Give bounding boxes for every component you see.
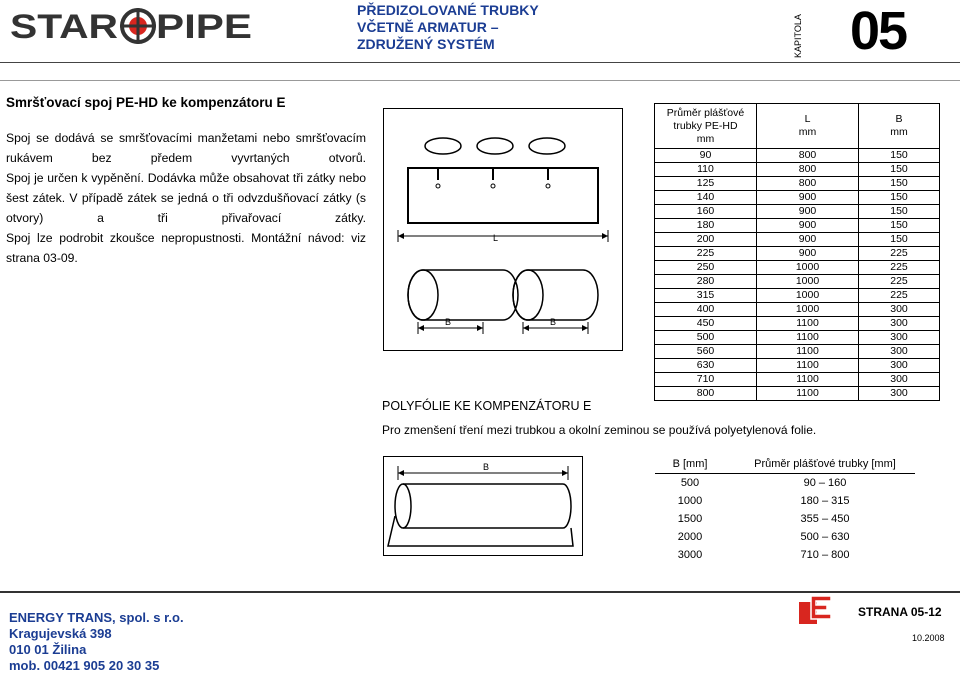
table-cell: 280 bbox=[655, 275, 757, 289]
table-cell: 1000 bbox=[757, 261, 859, 275]
footer-divider bbox=[0, 591, 960, 593]
table-cell: 300 bbox=[859, 359, 940, 373]
table-cell: 2000 bbox=[677, 531, 703, 543]
company-info bbox=[9, 610, 184, 674]
table-cell: 180 – 315 bbox=[800, 495, 850, 507]
table-row bbox=[655, 373, 940, 387]
column-header-line: trubky PE-HD bbox=[673, 119, 738, 132]
paragraph: Spoj je určen k vypěnění. Dodávka může obsahovat tři zátky nebo šest zátek. V případě zátek se jedná o tři odvzdušňovací zátky (s otvory) a tři přivařovací zátky. bbox=[6, 171, 366, 225]
table-row bbox=[655, 289, 940, 303]
length-label: L bbox=[493, 233, 499, 243]
foil-text: Pro zmenšení tření mezi trubkou a okolní zeminou se používá polyetylenová folie. bbox=[382, 423, 817, 437]
column-header bbox=[757, 104, 859, 149]
column-header-line: Průměr plášťové bbox=[666, 106, 745, 119]
table-cell: 140 bbox=[655, 191, 757, 205]
table-cell: 225 bbox=[859, 261, 940, 275]
table-cell: 90 – 160 bbox=[803, 477, 847, 489]
table-cell: 300 bbox=[859, 331, 940, 345]
page-date: 10.2008 bbox=[912, 633, 945, 643]
table-cell: 1100 bbox=[757, 373, 859, 387]
table-cell: 900 bbox=[757, 191, 859, 205]
table-row bbox=[655, 261, 940, 275]
table-row bbox=[655, 387, 940, 401]
table-cell: 500 – 630 bbox=[800, 531, 850, 543]
table-cell: 900 bbox=[757, 247, 859, 261]
header-divider bbox=[0, 62, 960, 63]
chapter-label-text: KAPITOLA bbox=[793, 14, 803, 58]
table-cell: 800 bbox=[757, 149, 859, 163]
table-cell: 300 bbox=[859, 387, 940, 401]
table-cell: 150 bbox=[859, 177, 940, 191]
table-row bbox=[655, 205, 940, 219]
header-title-line: ZDRUŽENÝ SYSTÉM bbox=[357, 36, 495, 52]
foil-table bbox=[655, 454, 915, 564]
table-row bbox=[655, 546, 915, 564]
table-cell: 900 bbox=[757, 219, 859, 233]
header-title-line: PŘEDIZOLOVANÉ TRUBKY bbox=[357, 2, 539, 18]
table-cell: 150 bbox=[859, 163, 940, 177]
table-cell: 900 bbox=[757, 233, 859, 247]
table-row bbox=[655, 303, 940, 317]
table-cell: 1000 bbox=[677, 495, 703, 507]
table-row bbox=[655, 510, 915, 528]
table-cell: 1100 bbox=[757, 317, 859, 331]
dimension-table bbox=[654, 103, 940, 401]
table-row bbox=[655, 177, 940, 191]
table-cell: 125 bbox=[655, 177, 757, 191]
chapter-number: 05 bbox=[850, 1, 907, 61]
table-cell: 300 bbox=[859, 373, 940, 387]
table-cell: 3000 bbox=[677, 549, 703, 561]
table-row bbox=[655, 219, 940, 233]
column-header-line: mm bbox=[696, 132, 715, 145]
company-line: ENERGY TRANS, spol. s r.o. bbox=[9, 610, 184, 625]
table-cell: 90 bbox=[655, 149, 757, 163]
column-header-line: mm bbox=[890, 126, 908, 138]
table-row bbox=[655, 149, 940, 163]
table-row bbox=[655, 492, 915, 510]
table-cell: 300 bbox=[859, 303, 940, 317]
table-cell: 150 bbox=[859, 219, 940, 233]
table-cell: 1100 bbox=[757, 387, 859, 401]
foil-title: POLYFÓLIE KE KOMPENZÁTORU E bbox=[382, 399, 592, 413]
table-cell: 150 bbox=[859, 191, 940, 205]
table-cell: 450 bbox=[655, 317, 757, 331]
table-cell: 800 bbox=[757, 177, 859, 191]
column-header bbox=[859, 104, 940, 149]
table-cell: 150 bbox=[859, 149, 940, 163]
table-cell: 1000 bbox=[757, 275, 859, 289]
table-cell: 560 bbox=[655, 345, 757, 359]
paragraph: Spoj se dodává se smršťovacími manžetami nebo smršťovacím rukávem bez předem vyvrtaných otvorů. bbox=[6, 131, 366, 165]
table-row bbox=[655, 317, 940, 331]
column-header-line: L bbox=[804, 113, 811, 125]
table-row bbox=[655, 233, 940, 247]
joint-drawing bbox=[383, 108, 623, 351]
table-cell: 150 bbox=[859, 205, 940, 219]
table-cell: 1100 bbox=[757, 359, 859, 373]
header-title bbox=[357, 2, 539, 53]
table-cell: 1100 bbox=[757, 331, 859, 345]
table-cell: 1000 bbox=[757, 303, 859, 317]
header-divider bbox=[0, 80, 960, 81]
table-row bbox=[655, 345, 940, 359]
table-cell: 710 bbox=[655, 373, 757, 387]
base-label: B bbox=[445, 317, 452, 327]
table-row bbox=[655, 191, 940, 205]
column-header-line: B bbox=[895, 113, 903, 125]
table-cell: 710 – 800 bbox=[800, 549, 850, 561]
table-cell: 1100 bbox=[757, 345, 859, 359]
chapter-label bbox=[790, 12, 810, 60]
table-cell: 225 bbox=[859, 275, 940, 289]
column-header: B [mm] bbox=[655, 454, 725, 474]
table-cell: 800 bbox=[655, 387, 757, 401]
paragraph: Spoj lze podrobit zkoušce nepropustnosti. Montážní návod: viz strana 03-09. bbox=[6, 231, 366, 265]
column-header: Průměr plášťové trubky [mm] bbox=[725, 454, 915, 474]
foil-drawing bbox=[383, 456, 583, 556]
table-row bbox=[655, 331, 940, 345]
table-cell: 500 bbox=[680, 477, 700, 489]
table-cell: 315 bbox=[655, 289, 757, 303]
table-cell: 1000 bbox=[757, 289, 859, 303]
table-row bbox=[655, 247, 940, 261]
svg-text:PIPE: PIPE bbox=[156, 8, 252, 45]
table-cell: 500 bbox=[655, 331, 757, 345]
header-title-line: VČETNĚ ARMATUR – bbox=[357, 19, 499, 35]
company-line: Kragujevská 398 bbox=[9, 626, 112, 641]
svg-text:STAR: STAR bbox=[10, 8, 119, 45]
table-cell: 630 bbox=[655, 359, 757, 373]
table-row bbox=[655, 359, 940, 373]
foil-diagram bbox=[383, 456, 583, 556]
energy-trans-logo-icon bbox=[797, 594, 833, 628]
column-header-line: mm bbox=[798, 126, 817, 138]
company-line: mob. 00421 905 20 30 35 bbox=[9, 658, 160, 673]
company-line: 010 01 Žilina bbox=[9, 642, 87, 657]
joint-diagram bbox=[383, 108, 623, 351]
table-cell: 1500 bbox=[677, 513, 703, 525]
table-cell: 355 – 450 bbox=[800, 513, 850, 525]
table-cell: 900 bbox=[757, 205, 859, 219]
page-number: STRANA 05-12 bbox=[858, 605, 942, 619]
column-header bbox=[655, 104, 757, 149]
table-row bbox=[655, 474, 915, 493]
table-cell: 225 bbox=[655, 247, 757, 261]
table-row bbox=[655, 163, 940, 177]
table-cell: 300 bbox=[859, 317, 940, 331]
table-cell: 225 bbox=[859, 289, 940, 303]
table-cell: 250 bbox=[655, 261, 757, 275]
section-title: Smršťovací spoj PE-HD ke kompenzátoru E bbox=[6, 95, 286, 110]
table-cell: 300 bbox=[859, 345, 940, 359]
table-cell: 200 bbox=[655, 233, 757, 247]
table-cell: 800 bbox=[757, 163, 859, 177]
starpipe-logo bbox=[10, 5, 255, 45]
table-row bbox=[655, 528, 915, 546]
table-row bbox=[655, 275, 940, 289]
foil-width-label: B bbox=[483, 462, 490, 472]
table-cell: 180 bbox=[655, 219, 757, 233]
table-cell: 225 bbox=[859, 247, 940, 261]
table-cell: 160 bbox=[655, 205, 757, 219]
base-label: B bbox=[550, 317, 557, 327]
table-cell: 110 bbox=[655, 163, 757, 177]
table-cell: 400 bbox=[655, 303, 757, 317]
table-cell: 150 bbox=[859, 233, 940, 247]
section-description bbox=[6, 128, 366, 268]
